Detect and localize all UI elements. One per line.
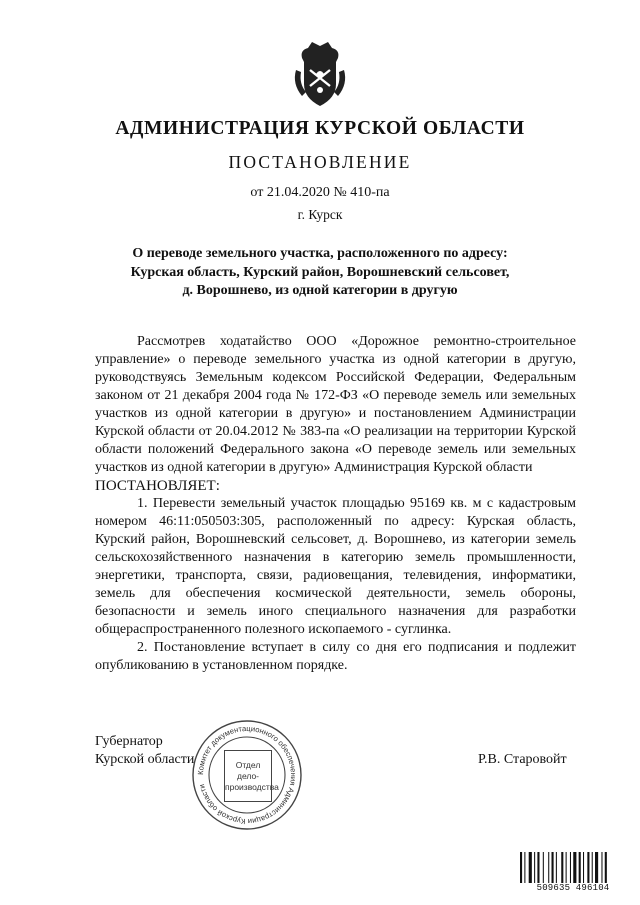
document-body (95, 333, 576, 675)
coat-of-arms-icon (290, 40, 350, 110)
stamp-center-line: производства (225, 781, 279, 792)
stamp-center-line: Отдел (235, 759, 261, 770)
document-date-number: от 21.04.2020 № 410-па (250, 185, 390, 200)
signatory-name: Р.В. Старовойт (478, 752, 567, 767)
intro-paragraph: Рассмотрев ходатайство ООО «Дорожное ремонтно-строительное управление» о переводе земельного участка из одной категории в другую, руководствуясь Земельным кодексом Российской Федерации, Федеральным законом от 21 декабря 2004 года № 172-ФЗ «О переводе земель или земельных участков из одной категории в другую» и постановлением Администрации Курской области от 20.04.2012 № 383-па «О реализации на территории Курской области положений Федерального закона «О переводе земель или земельных участков из одной категории в другую» Администрация Курской области (95, 334, 576, 475)
document-city: г. Курск (297, 207, 343, 222)
signatory-position-line: Губернатор (95, 734, 163, 749)
subject-line: Курская область, Курский район, Ворошневский сельсовет, (130, 264, 510, 280)
signatory-position-line: Курской области (95, 752, 195, 767)
barcode-number: 509635 496104 (519, 883, 627, 893)
document-type: ПОСТАНОВЛЕНИЕ (228, 152, 412, 172)
stamp-center (224, 750, 279, 802)
item-1-paragraph: 1. Перевести земельный участок площадью 95169 кв. м с кадастровым номером 46:11:050503:305, расположенный по адресу: Курская область, Курский район, Ворошневский сельсовет, д. Ворошнево, из категории земель сельскохозяйственного назначения в категорию земель промышленности, энергетики, транспорта, связи, радиовещания, телевидения, информатики, земель для обеспечения космической деятельности, земель обороны, безопасности и земель иного специального назначения для разработки общераспространенного полезного ископаемого - суглинка. (95, 496, 576, 637)
item-2-paragraph: 2. Постановление вступает в силу со дня его подписания и подлежит опубликованию в установленном порядке. (95, 640, 576, 673)
subject-line: д. Ворошнево, из одной категории в другую (182, 283, 458, 298)
organization-title: АДМИНИСТРАЦИЯ КУРСКОЙ ОБЛАСТИ (115, 118, 525, 139)
stamp-ring-text: Комитет документационного обеспечения Администрации Курской области (195, 723, 299, 827)
stamp-center-line: дело- (236, 770, 260, 781)
document-subject (80, 245, 560, 301)
signatory-position (95, 733, 194, 769)
subject-line: О переводе земельного участка, расположенного по адресу: (132, 246, 508, 261)
decree-word: ПОСТАНОВЛЯЕТ: (95, 478, 220, 494)
